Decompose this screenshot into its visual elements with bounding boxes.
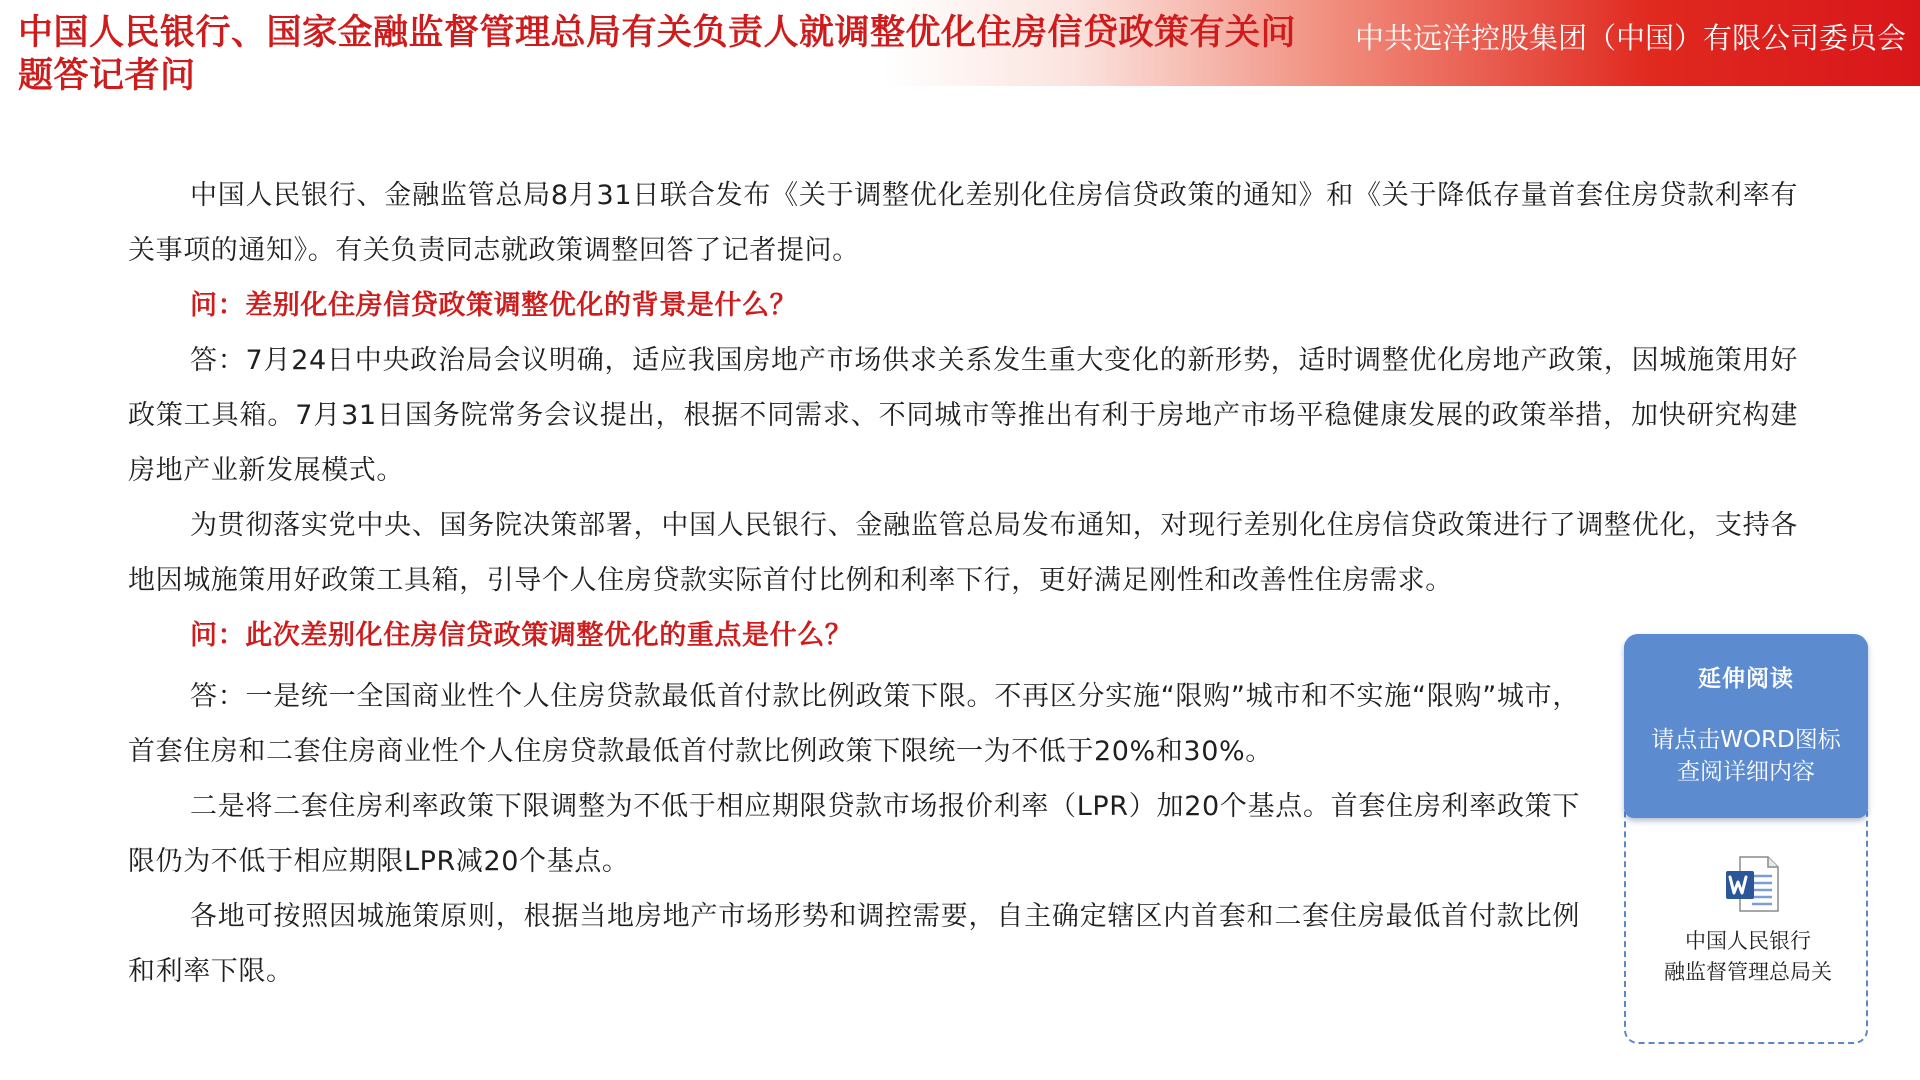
word-document-icon[interactable]	[1722, 854, 1782, 914]
word-file-caption-line-1: 中国人民银行	[1685, 929, 1811, 953]
article-body	[128, 168, 1798, 999]
answer-2-paragraph-3: 各地可按照因城施策原则，根据当地房地产市场形势和调控需要，自主确定辖区内首套和二套住房最低首付款比例和利率下限。	[128, 901, 1580, 987]
answer-2-paragraph-2: 二是将二套住房利率政策下限调整为不低于相应期限贷款市场报价利率（LPR）加20个基点。首套住房利率政策下限仍为不低于相应期限LPR减20个基点。	[128, 791, 1580, 877]
answer-1-paragraph-2: 为贯彻落实党中央、国务院决策部署，中国人民银行、金融监管总局发布通知，对现行差别化住房信贷政策进行了调整优化，支持各地因城施策用好政策工具箱，引导个人住房贷款实际首付比例和利率下行，更好满足刚性和改善性住房需求。	[128, 510, 1798, 596]
extended-reading-instruction: 请点击WORD图标查阅详细内容	[1651, 727, 1841, 785]
organization-name: 中共远洋控股集团（中国）有限公司委员会	[1354, 21, 1906, 55]
word-file-caption[interactable]	[1632, 926, 1864, 988]
question-2: 问：此次差别化住房信贷政策调整优化的重点是什么？	[190, 620, 853, 651]
intro-paragraph: 中国人民银行、金融监管总局8月31日联合发布《关于调整优化差别化住房信贷政策的通知》和《关于降低存量首套住房贷款利率有关事项的通知》。有关负责同志就政策调整回答了记者提问。	[128, 180, 1798, 266]
answer-1-paragraph-1: 答：7月24日中央政治局会议明确，适应我国房地产市场供求关系发生重大变化的新形势，适时调整优化房地产政策，因城施策用好政策工具箱。7月31日国务院常务会议提出，根据不同需求、不同城市等推出有利于房地产市场平稳健康发展的政策举措，加快研究构建房地产业新发展模式。	[128, 345, 1798, 486]
extended-reading-header	[1624, 634, 1868, 818]
question-1: 问：差别化住房信贷政策调整优化的背景是什么？	[190, 290, 798, 321]
word-file-caption-line-2: 融监督管理总局关	[1664, 960, 1832, 984]
extended-reading-title: 延伸阅读	[1698, 666, 1794, 692]
extended-reading-panel	[1624, 634, 1868, 1044]
page-title: 中国人民银行、国家金融监督管理总局有关负责人就调整优化住房信贷政策有关问题答记者问	[18, 13, 1297, 96]
answer-2-paragraph-1: 答：一是统一全国商业性个人住房贷款最低首付款比例政策下限。不再区分实施“限购”城市和不实施“限购”城市，首套住房和二套住房商业性个人住房贷款最低首付款比例政策下限统一为不低于20%和30%。	[128, 681, 1580, 767]
